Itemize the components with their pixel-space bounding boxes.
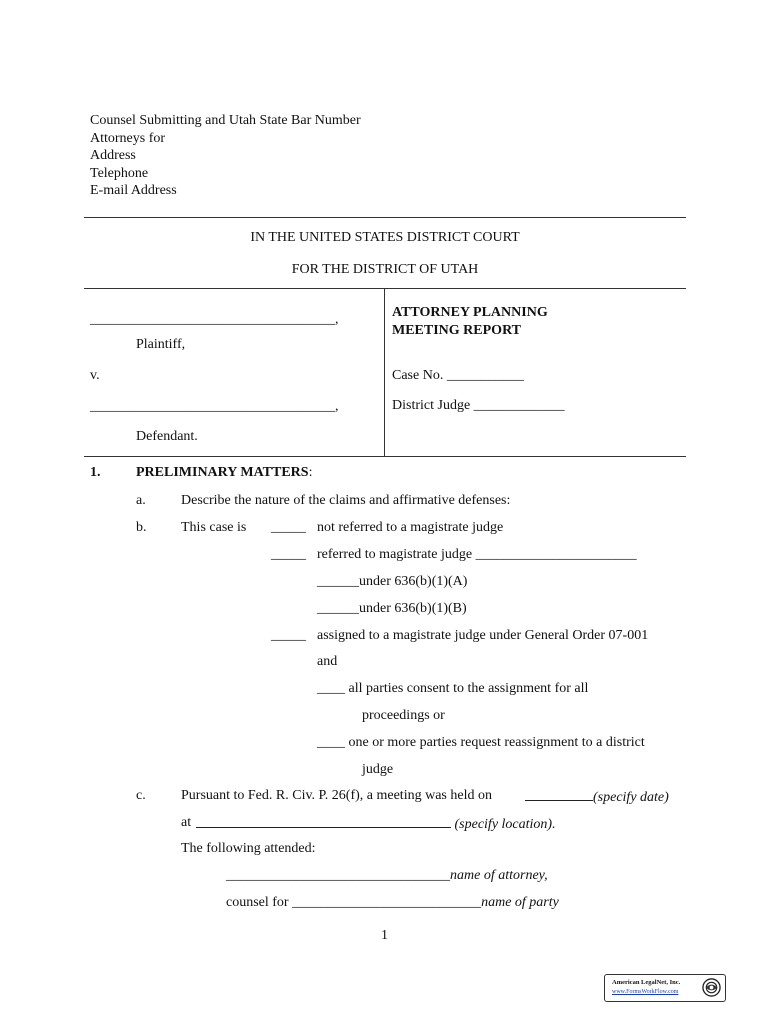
defendant-label: Defendant. <box>136 429 198 444</box>
meeting-location-blank[interactable] <box>196 815 451 828</box>
under-636-a-option[interactable]: ______under 636(b)(1)(A) <box>317 574 468 589</box>
assigned-blank[interactable]: _____ <box>271 628 306 643</box>
counsel-for-label[interactable]: counsel for ___________________________ <box>226 895 482 910</box>
header-divider <box>84 217 686 218</box>
assigned-option: assigned to a magistrate judge under General Order 07-001 <box>317 628 649 643</box>
court-title: IN THE UNITED STATES DISTRICT COURT <box>250 230 520 245</box>
item-c-text: Pursuant to Fed. R. Civ. P. 26(f), a meeting was held on <box>181 788 492 803</box>
section-title-colon: : <box>308 465 313 480</box>
defendant-name-blank[interactable]: ___________________________________, <box>90 399 339 414</box>
attorney-name-field[interactable] <box>226 868 548 884</box>
referred-option[interactable]: referred to magistrate judge _______________________ <box>317 547 637 562</box>
attended-label: The following attended: <box>181 841 316 856</box>
badge-url-link[interactable]: www.FormsWorkFlow.com <box>612 989 679 995</box>
page-number: 1 <box>381 928 388 943</box>
caption-top-rule <box>84 288 686 289</box>
consent-option[interactable]: ____ all parties consent to the assignment for all <box>317 681 589 696</box>
section-number: 1. <box>90 465 101 480</box>
report-title-line1: ATTORNEY PLANNING <box>392 305 548 320</box>
address-line: Address <box>90 148 136 163</box>
under-636-b-option[interactable]: ______under 636(b)(1)(B) <box>317 601 467 616</box>
meeting-date-field[interactable] <box>525 788 669 806</box>
versus-label: v. <box>90 368 100 383</box>
item-b-lead: This case is <box>181 520 247 535</box>
item-b-marker: b. <box>136 520 147 535</box>
attorney-name-blank[interactable]: ________________________________ <box>226 868 450 883</box>
court-district: FOR THE DISTRICT OF UTAH <box>291 262 479 277</box>
item-a-text: Describe the nature of the claims and affirmative defenses: <box>181 493 511 508</box>
district-judge-field[interactable]: District Judge _____________ <box>392 398 565 413</box>
footer-badge[interactable] <box>604 974 726 1002</box>
globe-logo-icon <box>702 978 721 997</box>
case-number-field[interactable]: Case No. ___________ <box>392 368 524 383</box>
referred-blank[interactable]: _____ <box>271 547 306 562</box>
reassign-option[interactable]: ____ one or more parties request reassignment to a district <box>317 735 645 750</box>
section-title: PRELIMINARY MATTERS <box>136 465 309 480</box>
email-line: E-mail Address <box>90 183 177 198</box>
meeting-date-blank[interactable] <box>525 788 593 801</box>
section-heading <box>136 465 312 481</box>
meeting-date-hint: (specify date) <box>593 790 669 805</box>
party-name-field[interactable] <box>226 895 559 911</box>
not-referred-option: not referred to a magistrate judge <box>317 520 504 535</box>
and-label: and <box>317 654 338 669</box>
item-c-marker: c. <box>136 788 146 803</box>
meeting-location-field[interactable] <box>196 815 556 833</box>
plaintiff-name-blank[interactable]: ___________________________________, <box>90 312 339 327</box>
consent-option-cont: proceedings or <box>362 708 445 723</box>
reassign-option-cont: judge <box>362 762 394 777</box>
item-a-marker: a. <box>136 493 146 508</box>
counsel-line: Counsel Submitting and Utah State Bar Number <box>90 113 361 128</box>
plaintiff-label: Plaintiff, <box>136 337 186 352</box>
attorney-name-hint: name of attorney, <box>450 868 548 883</box>
meeting-location-hint: (specify location). <box>454 817 556 832</box>
not-referred-blank[interactable]: _____ <box>271 520 306 535</box>
badge-company-name: American LegalNet, Inc. <box>612 979 681 986</box>
attorneys-for-line: Attorneys for <box>90 130 166 146</box>
caption-divider <box>384 288 385 456</box>
party-name-hint: name of party <box>481 895 559 910</box>
caption-bottom-rule <box>84 456 686 457</box>
report-title-line2: MEETING REPORT <box>392 323 522 338</box>
telephone-line: Telephone <box>90 165 149 181</box>
item-c-at: at <box>181 815 192 830</box>
